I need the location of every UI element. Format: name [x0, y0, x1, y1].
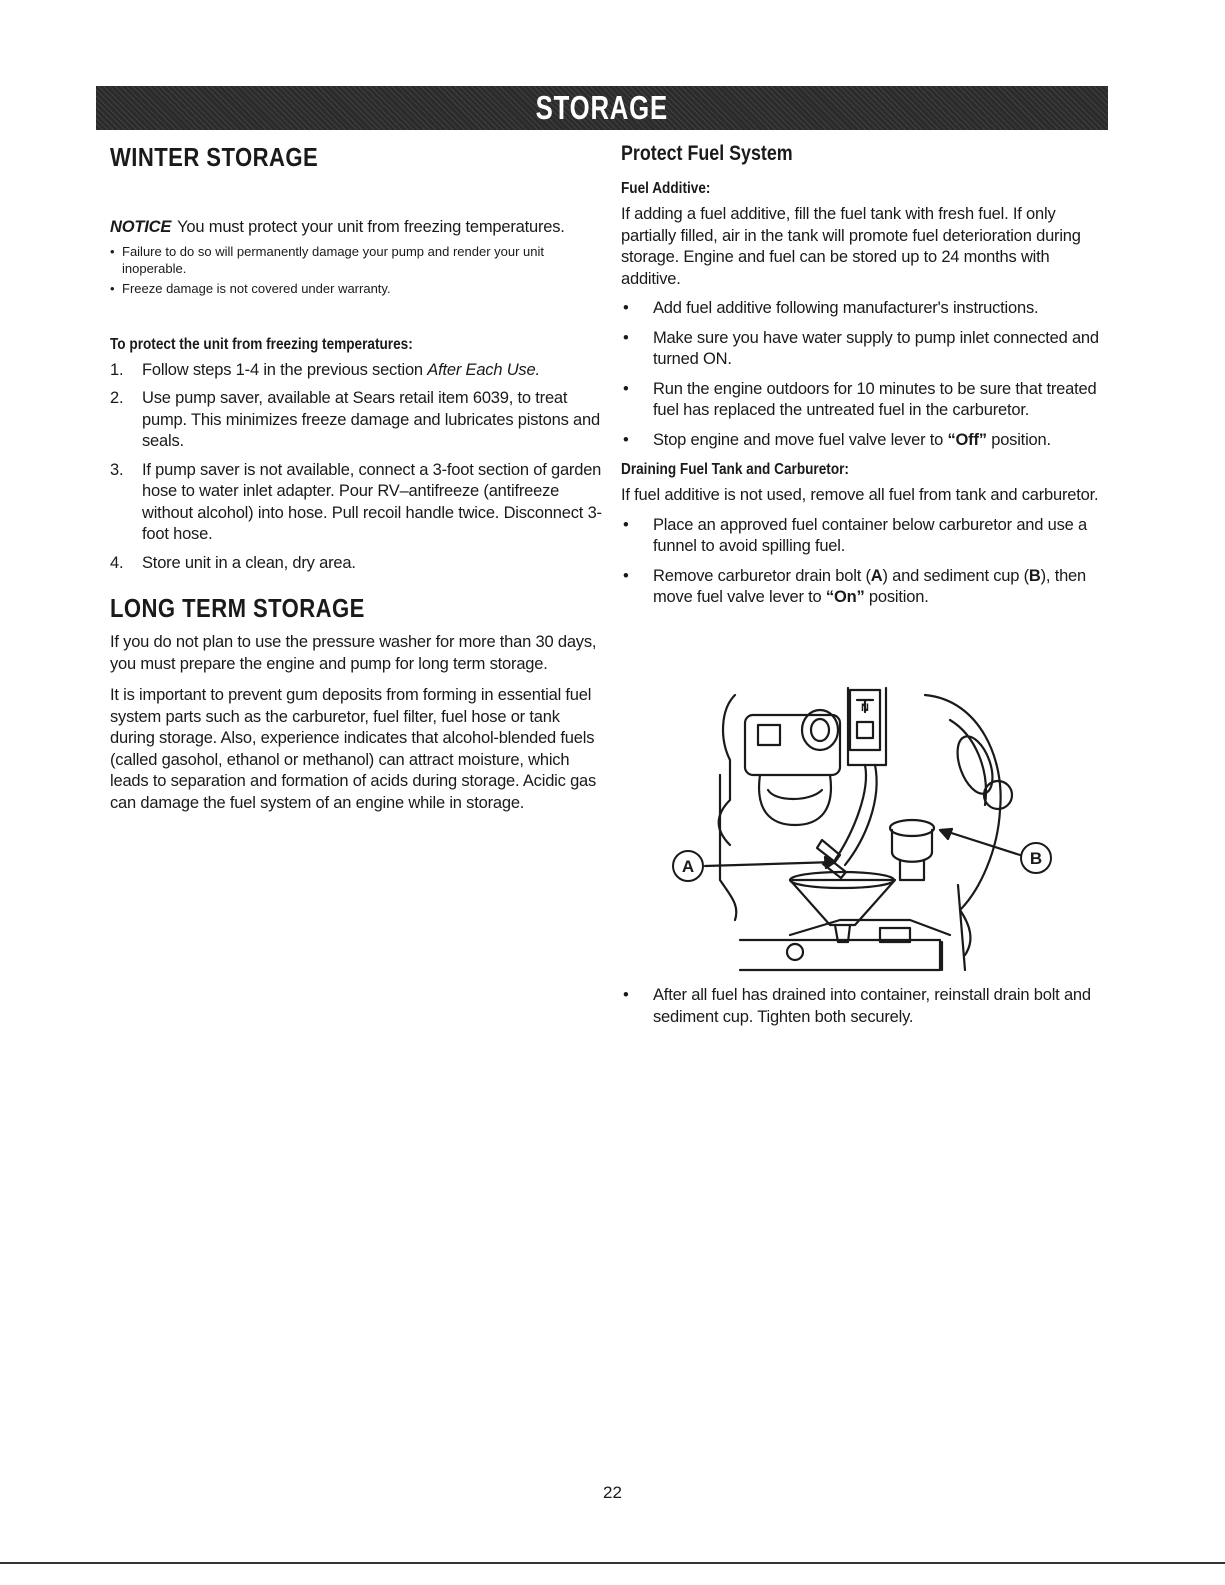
- notice-bullet-list: [110, 243, 605, 297]
- list-item: [110, 360, 605, 382]
- step-text: If pump saver is not available, connect a 3-foot section of garden hose to water inlet adapter. Pour RV–antifreeze (antifreeze without alcohol) into hose. Pull recoil handle twice. Disconnect 3-foot hose.: [142, 460, 602, 543]
- reinstall-list: [621, 985, 1101, 1028]
- callout-b: B: [1029, 849, 1043, 868]
- carburetor-illustration: [660, 680, 1060, 980]
- bottom-divider: [0, 1562, 1225, 1564]
- long-term-paragraph: It is important to prevent gum deposits from forming in essential fuel system parts such as the carburetor, fuel filter, fuel hose or tank during storage. Also, experience indicates that alcohol-blended fuels (called gasohol, ethanol or methanol) can attract moisture, which leads to separation and formation of acids during storage. Acidic gas can damage the fuel system of an engine while in storage.: [110, 686, 597, 812]
- notice-paragraph: [110, 217, 605, 239]
- list-item: • Freeze damage is not covered under warranty.: [110, 280, 605, 297]
- list-item: [110, 388, 605, 453]
- step-number: 3.: [110, 460, 124, 479]
- notice-label: NOTICE: [110, 218, 172, 236]
- page-number: 22: [603, 1483, 622, 1502]
- callout-a: A: [681, 857, 695, 876]
- list-item: • Make sure you have water supply to pump inlet connected and turned ON.: [623, 328, 1099, 368]
- left-column: [110, 142, 605, 814]
- list-item: • Place an approved fuel container below carburetor and use a funnel to avoid spilling fuel.: [623, 515, 1087, 555]
- draining-paragraph: If fuel additive is not used, remove all fuel from tank and carburetor.: [621, 486, 1099, 504]
- banner-title: STORAGE: [535, 89, 669, 126]
- fuel-valve-marker: N: [861, 702, 869, 714]
- list-item: • Add fuel additive following manufacturer's instructions.: [623, 299, 1039, 317]
- winter-storage-heading: WINTER STORAGE: [110, 142, 319, 172]
- right-column: [621, 142, 1101, 617]
- section-banner: [96, 86, 1108, 130]
- fuel-additive-heading: Fuel Additive:: [621, 180, 711, 197]
- list-item: • Remove carburetor drain bolt (A) and sediment cup (B), then move fuel valve lever to “On” position.: [623, 566, 1087, 606]
- long-term-storage-heading: LONG TERM STORAGE: [110, 593, 365, 623]
- draining-bullets: [621, 515, 1101, 609]
- long-term-paragraph: If you do not plan to use the pressure washer for more than 30 days, you must prepare the engine and pump for long term storage.: [110, 633, 597, 673]
- step-text: Follow steps 1-4 in the previous section After Each Use.: [142, 360, 540, 379]
- reinstall-bullet: [621, 985, 1101, 1036]
- list-item: • Stop engine and move fuel valve lever to “Off” position.: [623, 430, 1051, 449]
- list-item: • Failure to do so will permanently damage your pump and render your unit inoperable.: [110, 243, 605, 277]
- carburetor-drawing: [660, 680, 1060, 980]
- section-reference: After Each Use.: [427, 360, 540, 379]
- step-text: Use pump saver, available at Sears retail item 6039, to treat pump. This minimizes freeze damage and lubricates pistons and seals.: [142, 389, 600, 450]
- draining-heading: Draining Fuel Tank and Carburetor:: [621, 461, 849, 478]
- protect-fuel-system-heading: Protect Fuel System: [621, 142, 793, 165]
- list-item: • After all fuel has drained into container, reinstall drain bolt and sediment cup. Tighten both securely.: [623, 986, 1091, 1026]
- on-position-label: “On”: [825, 588, 865, 606]
- list-item: [110, 460, 605, 546]
- protect-unit-heading: To protect the unit from freezing temperatures:: [110, 335, 413, 353]
- step-text: Store unit in a clean, dry area.: [142, 553, 356, 572]
- step-number: 4.: [110, 553, 124, 572]
- fuel-additive-paragraph: If adding a fuel additive, fill the fuel tank with fresh fuel. If only partially filled, air in the tank will promote fuel deterioration during storage. Engine and fuel can be stored up to 24 months with additive.: [621, 205, 1081, 288]
- steps-list: [110, 360, 605, 575]
- off-position-label: “Off”: [947, 430, 987, 449]
- list-item: [110, 553, 605, 575]
- fuel-additive-bullets: [621, 298, 1101, 451]
- step-number: 1.: [110, 360, 124, 379]
- notice-text: You must protect your unit from freezing temperatures.: [177, 218, 565, 236]
- step-number: 2.: [110, 389, 124, 407]
- list-item: • Run the engine outdoors for 10 minutes to be sure that treated fuel has replaced the untreated fuel in the carburetor.: [623, 379, 1097, 419]
